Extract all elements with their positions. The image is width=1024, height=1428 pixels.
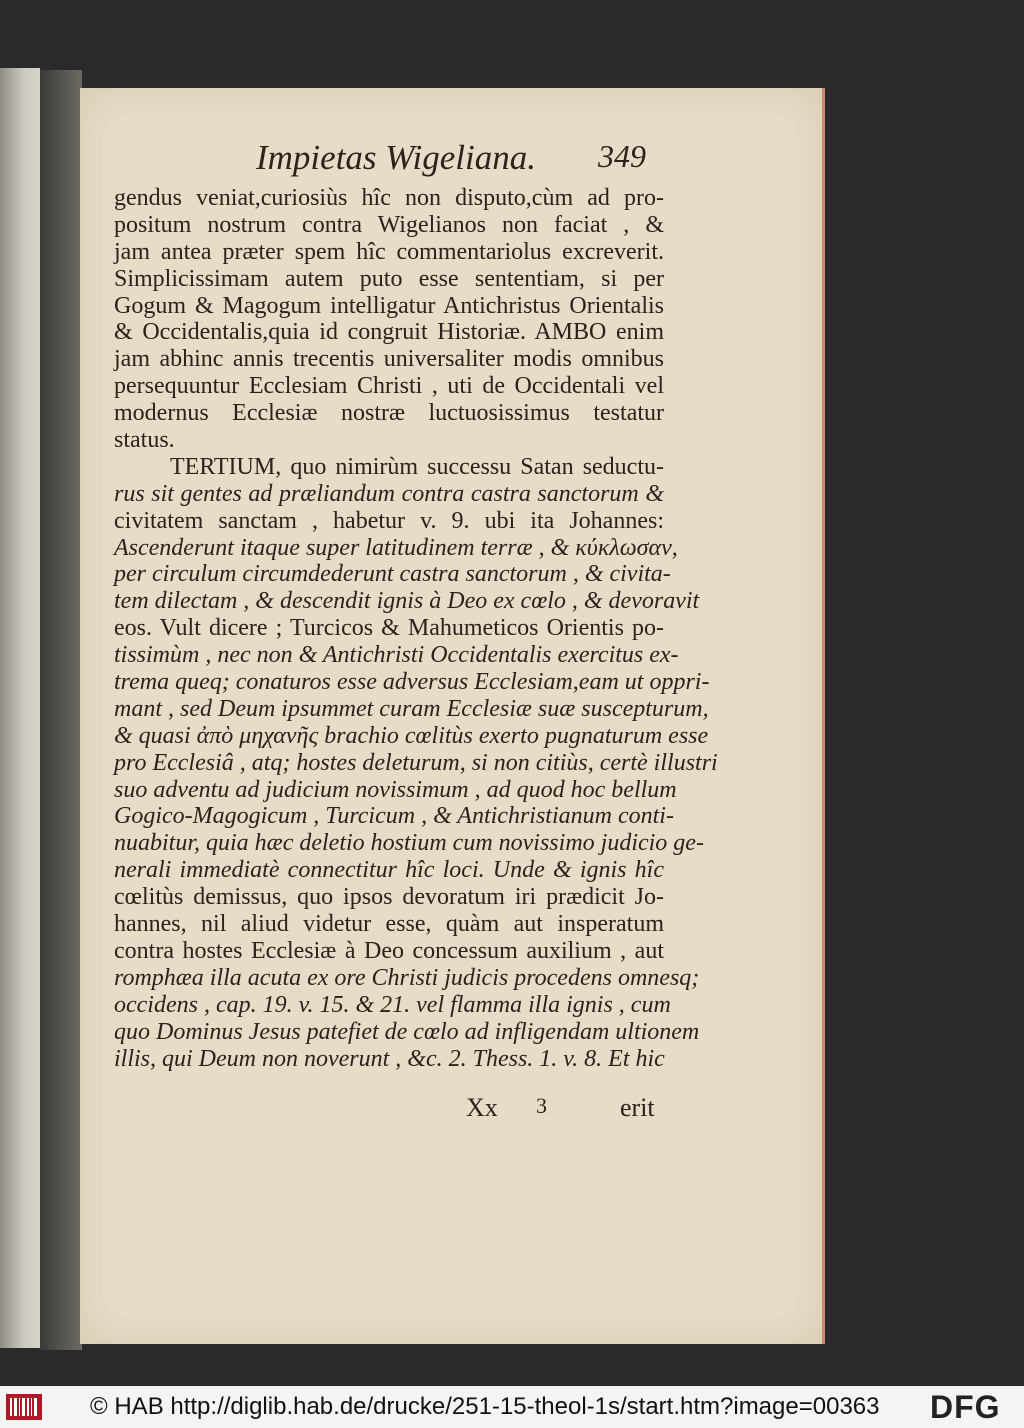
text-line: & quasi ἀπὸ μηχανῆς brachio cœlitùs exerto pugnaturum esse (114, 722, 709, 749)
text-line: contra hostes Ecclesiæ à Deo concessum auxilium , aut (114, 937, 664, 964)
signature-number: 3 (536, 1093, 547, 1118)
running-head: Impietas Wigeliana. (256, 138, 536, 177)
text-line: persequuntur Ecclesiam Christi , uti de Occidentali vel (114, 373, 664, 400)
text-line: eos. Vult dicere ; Turcicos & Mahumeticos Orientis po- (114, 615, 664, 642)
text-line: status. (114, 427, 175, 454)
barcode-icon (6, 1394, 42, 1420)
text-line: Gogico-Magogicum , Turcicum , & Antichristianum conti- (114, 803, 674, 830)
text-line: romphæa illa acuta ex ore Christi judicis procedens omnesq; (114, 964, 700, 991)
text-line: jam abhinc annis trecentis universaliter modis omnibus (114, 346, 664, 373)
text-line: Ascenderunt itaque super latitudinem terræ , & κύκλωσαν, (114, 534, 678, 561)
copyright-url[interactable]: © HAB http://diglib.hab.de/drucke/251-15-theol-1s/start.htm?image=00363 (90, 1393, 880, 1420)
text-line: quo Dominus Jesus patefiet de cœlo ad infligendam ultionem (114, 1018, 700, 1045)
text-line: TERTIUM, quo nimirùm successu Satan seductu- (170, 453, 664, 480)
text-line: hannes, nil aliud videtur esse, quàm aut insperatum (114, 911, 664, 938)
signature-mark: Xx (466, 1093, 498, 1122)
text-line: modernus Ecclesiæ nostræ luctuosissimus testatur (114, 400, 664, 427)
dfg-logo: DFG (930, 1389, 1001, 1425)
text-line: per circulum circumdederunt castra sanctorum , & civita- (114, 561, 671, 588)
text-line: & Occidentalis,quia id congruit Historiæ. AMBO enim (114, 319, 664, 346)
footer-bar (0, 1386, 1024, 1428)
text-line: pro Ecclesiâ , atq; hostes deleturum, si non citiùs, certè illustri (114, 749, 718, 776)
text-line: positum nostrum contra Wigelianos non faciat , & (114, 211, 664, 238)
text-line: rus sit gentes ad præliandum contra castra sanctorum & (114, 480, 664, 507)
body-text (114, 185, 718, 1072)
previous-page-edge (0, 68, 40, 1348)
text-line: suo adventu ad judicium novissimum , ad quod hoc bellum (114, 776, 677, 803)
text-line: tem dilectam , & descendit ignis à Deo ex cœlo , & devoravit (114, 588, 700, 615)
text-line: Gogum & Magogum intelligatur Antichristus Orientalis (114, 292, 664, 319)
text-line: mant , sed Deum ipsummet curam Ecclesiæ suæ suscepturum, (114, 695, 709, 722)
text-line: jam antea præter spem hîc commentariolus excreverit. (114, 238, 664, 265)
text-line: tissimùm , nec non & Antichristi Occidentalis exercitus ex- (114, 642, 679, 669)
text-line: Simplicissimam autem puto esse sententiam, si per (114, 265, 664, 292)
text-line: civitatem sanctam , habetur v. 9. ubi ita Johannes: (114, 507, 664, 534)
text-line: nerali immediatè connectitur hîc loci. Unde & ignis hîc (114, 857, 664, 884)
text-line: trema queq; conaturos esse adversus Ecclesiam,eam ut oppri- (114, 669, 710, 696)
text-line: gendus veniat,curiosiùs hîc non disputo,cùm ad pro- (114, 185, 664, 211)
page-number: 349 (598, 138, 646, 174)
text-line: nuabitur, quia hæc deletio hostium cum novissimo judicio ge- (114, 830, 704, 857)
catchword: erit (620, 1093, 655, 1122)
text-line: illis, qui Deum non noverunt , &c. 2. Thess. 1. v. 8. Et hic (114, 1045, 665, 1072)
text-line: occidens , cap. 19. v. 15. & 21. vel flamma illa ignis , cum (114, 991, 671, 1018)
page-gutter-shadow (40, 70, 82, 1350)
text-line: cœlitùs demissus, quo ipsos devoratum iri prædicit Jo- (114, 884, 664, 911)
